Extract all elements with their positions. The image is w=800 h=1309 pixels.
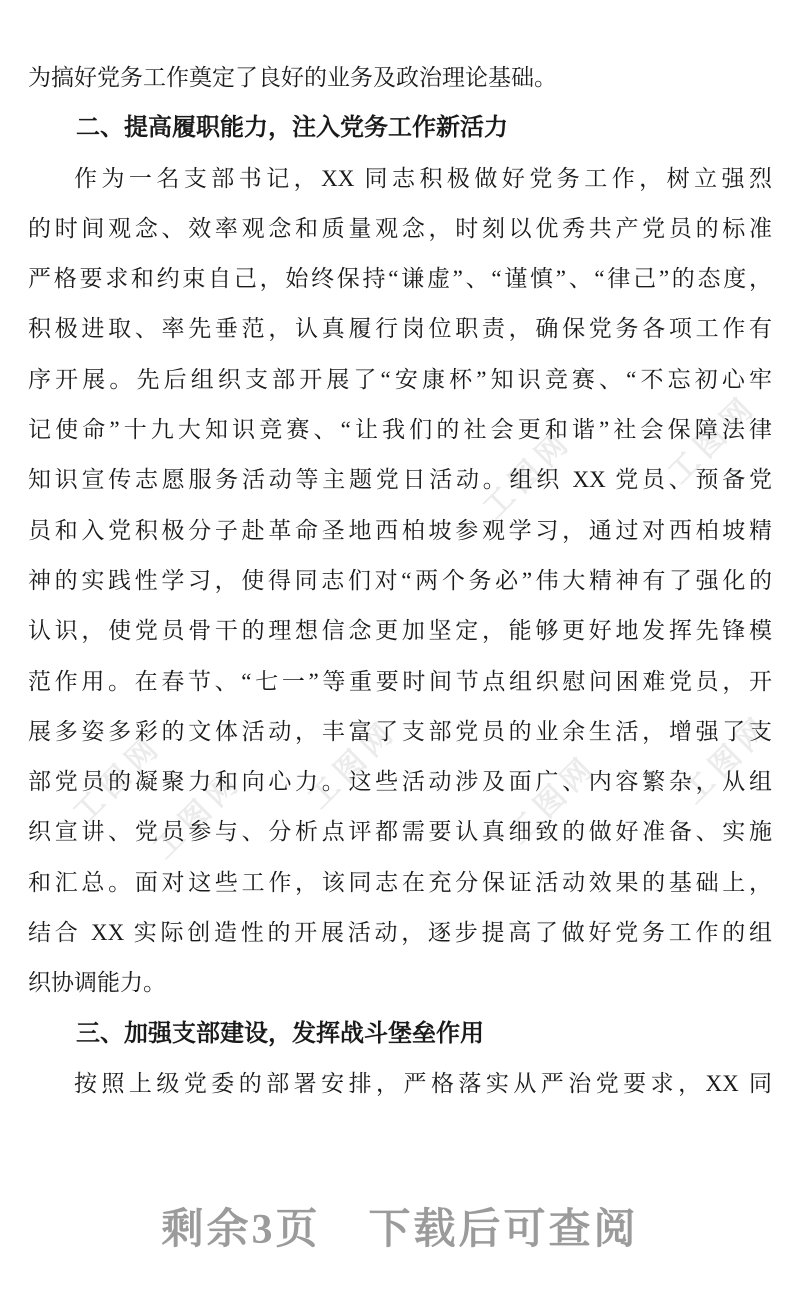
document-line: 结合 XX 实际创造性的开展活动，逐步提高了做好党务工作的组 [28, 920, 772, 946]
document-line: 的时间观念、效率观念和质量观念，时刻以优秀共产党员的标准 [28, 215, 772, 241]
document-line: 范作用。在春节、“七一”等重要时间节点组织慰问困难党员，开 [28, 668, 772, 694]
document-line: 按照上级党委的部署安排，严格落实从严治党要求，XX 同 [74, 1070, 772, 1096]
document-line: 织宣讲、党员参与、分析点评都需要认真细致的做好准备、实施 [28, 819, 772, 845]
document-line: 为搞好党务工作奠定了良好的业务及政治理论基础。 [28, 65, 557, 90]
section-heading: 三、加强支部建设，发挥战斗堡垒作用 [76, 1019, 484, 1047]
remaining-pages-label: 剩余3页 [161, 1207, 321, 1253]
document-line: 严格要求和约束自己，始终保持“谦虚”、“谨慎”、“律己”的态度， [28, 266, 772, 292]
document-line: 作为一名支部书记，XX 同志积极做好党务工作，树立强烈 [74, 165, 772, 191]
section-heading: 二、提高履职能力，注入党务工作新活力 [76, 114, 508, 142]
site-watermark: 工图网 [67, 728, 169, 831]
site-watermark: 工图网 [147, 763, 249, 866]
site-watermark: 工图网 [502, 748, 604, 851]
document-line: 神的实践性学习，使得同志们对“两个务必”伟大精神有了强化的 [28, 567, 772, 593]
document-content [28, 53, 772, 1109]
document-line: 部党员的凝聚力和向心力。这些活动涉及面广、内容繁杂，从组 [28, 769, 772, 795]
document-line: 知识宣传志愿服务活动等主题党日活动。组织 XX 党员、预备党 [28, 467, 772, 493]
document-line: 认识，使党员骨干的理想信念更加坚定，能够更好地发挥先锋模 [28, 618, 772, 644]
site-watermark: 工图网 [662, 388, 764, 491]
document-line: 展多姿多彩的文体活动，丰富了支部党员的业余生活，增强了支 [28, 718, 772, 744]
document-line: 员和入党积极分子赴革命圣地西柏坡参观学习，通过对西柏坡精 [28, 517, 772, 543]
page-footer [0, 1200, 800, 1260]
site-watermark: 工图网 [302, 713, 404, 816]
document-line: 和汇总。面对这些工作，该同志在充分保证活动效果的基础上， [28, 869, 772, 895]
site-watermark: 工图网 [677, 708, 779, 811]
document-line: 积极进取、率先垂范，认真履行岗位职责，确保党务各项工作有 [28, 316, 772, 342]
download-hint: 下载后可查阅 [368, 1207, 639, 1253]
document-line: 记使命”十九大知识竞赛、“让我们的社会更和谐”社会保障法律 [28, 417, 772, 443]
site-watermark: 工图网 [477, 423, 579, 526]
document-line: 序开展。先后组织支部开展了“安康杯”知识竞赛、“不忘初心牢 [28, 366, 772, 392]
document-line: 织协调能力。 [28, 970, 166, 996]
